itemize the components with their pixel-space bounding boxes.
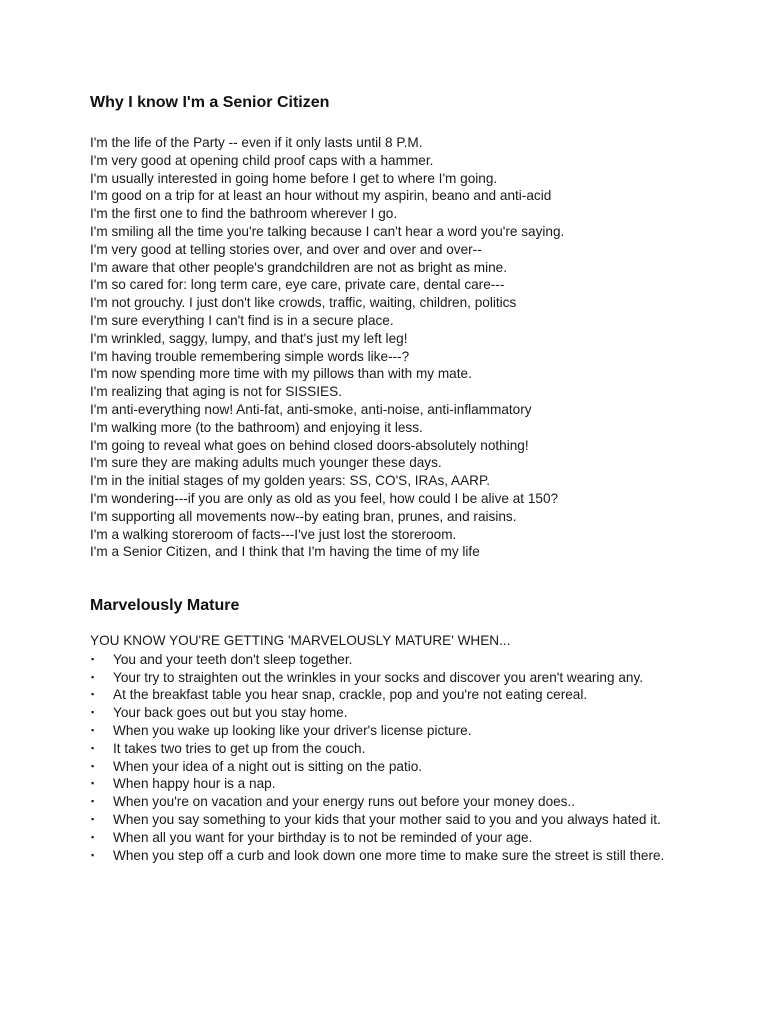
bullet-square-icon: ▪ xyxy=(91,724,95,735)
text-line: I'm so cared for: long term care, eye care, private care, dental care--- xyxy=(90,277,505,293)
bullet-text: When you wake up looking like your driver's license picture. xyxy=(113,722,472,738)
text-line: I'm wondering---if you are only as old as you feel, how could I be alive at 150? xyxy=(90,490,559,506)
bullet-square-icon: ▪ xyxy=(91,796,95,807)
bullet-item xyxy=(90,847,690,865)
text-line: I'm very good at opening child proof caps with a hammer. xyxy=(90,152,434,168)
bullet-item xyxy=(90,811,690,829)
bullet-item xyxy=(90,686,690,704)
bullet-item xyxy=(90,829,690,847)
bullet-text: When you say something to your kids that your mother said to you and you always hated it. xyxy=(113,811,661,827)
text-line: I'm usually interested in going home before I get to where I'm going. xyxy=(90,170,498,186)
section-title: Marvelously Mature xyxy=(90,597,240,614)
bullet-item xyxy=(90,669,690,687)
bullet-square-icon: ▪ xyxy=(91,707,95,718)
bullet-square-icon: ▪ xyxy=(91,760,95,771)
bullet-square-icon: ▪ xyxy=(91,849,95,860)
bullet-text: At the breakfast table you hear snap, crackle, pop and you're not eating cereal. xyxy=(113,687,588,703)
text-line: I'm now spending more time with my pillows than with my mate. xyxy=(90,366,472,382)
bullet-text: It takes two tries to get up from the couch. xyxy=(113,740,366,756)
text-line: I'm wrinkled, saggy, lumpy, and that's just my left leg! xyxy=(90,330,408,346)
bullet-text: When all you want for your birthday is to not be reminded of your age. xyxy=(113,829,533,845)
bullet-text: Your try to straighten out the wrinkles in your socks and discover you aren't wearing any. xyxy=(113,669,644,685)
bullet-square-icon: ▪ xyxy=(91,671,95,682)
bullet-square-icon: ▪ xyxy=(91,742,95,753)
text-line: I'm very good at telling stories over, and over and over and over-- xyxy=(90,241,482,257)
text-line: I'm the life of the Party -- even if it only lasts until 8 P.M. xyxy=(90,135,423,150)
senior-citizen-section xyxy=(90,93,690,561)
bullet-square-icon: ▪ xyxy=(91,689,95,700)
bullet-text: When you step off a curb and look down one more time to make sure the street is still there. xyxy=(113,847,665,863)
text-line: I'm not grouchy. I just don't like crowds, traffic, waiting, children, politics xyxy=(90,295,517,311)
text-line: I'm smiling all the time you're talking because I can't hear a word you're saying. xyxy=(90,223,565,239)
bullet-item xyxy=(90,651,690,669)
text-line: I'm having trouble remembering simple words like---? xyxy=(90,348,410,364)
bullet-square-icon: ▪ xyxy=(91,778,95,789)
text-line: I'm good on a trip for at least an hour without my aspirin, beano and anti-acid xyxy=(90,188,552,204)
bullet-item xyxy=(90,740,690,758)
bullet-square-icon: ▪ xyxy=(91,813,95,824)
mature-bullet-list xyxy=(90,651,690,865)
bullet-text: Your back goes out but you stay home. xyxy=(113,705,348,721)
section-title: Why I know I'm a Senior Citizen xyxy=(90,94,330,111)
text-line: I'm going to reveal what goes on behind closed doors-absolutely nothing! xyxy=(90,437,529,453)
text-line: I'm in the initial stages of my golden years: SS, CO'S, IRAs, AARP. xyxy=(90,473,491,489)
bullet-item xyxy=(90,793,690,811)
bullet-item xyxy=(90,758,690,776)
text-line: I'm supporting all movements now--by eating bran, prunes, and raisins. xyxy=(90,508,517,524)
bullet-square-icon: ▪ xyxy=(91,653,95,664)
bullet-text: When you're on vacation and your energy runs out before your money does.. xyxy=(113,794,576,810)
bullet-item xyxy=(90,722,690,740)
text-line: I'm aware that other people's grandchildren are not as bright as mine. xyxy=(90,259,508,275)
marvelously-mature-section xyxy=(90,596,690,864)
bullet-item xyxy=(90,775,690,793)
text-line: I'm anti-everything now! Anti-fat, anti-smoke, anti-noise, anti-inflammatory xyxy=(90,401,532,417)
text-line: I'm realizing that aging is not for SISSIES. xyxy=(90,384,342,400)
bullet-text: You and your teeth don't sleep together. xyxy=(113,651,353,667)
text-line: I'm the first one to find the bathroom wherever I go. xyxy=(90,206,398,222)
text-line: I'm walking more (to the bathroom) and enjoying it less. xyxy=(90,419,423,435)
bullet-text: When your idea of a night out is sitting on the patio. xyxy=(113,758,423,774)
text-line: I'm sure they are making adults much younger these days. xyxy=(90,455,442,471)
text-line: I'm a Senior Citizen, and I think that I'm having the time of my life xyxy=(90,544,480,560)
intro-line: YOU KNOW YOU'RE GETTING 'MARVELOUSLY MATURE' WHEN... xyxy=(90,633,511,648)
bullet-text: When happy hour is a nap. xyxy=(113,776,276,792)
bullet-square-icon: ▪ xyxy=(91,831,95,842)
bullet-item xyxy=(90,704,690,722)
text-line: I'm a walking storeroom of facts---I've just lost the storeroom. xyxy=(90,526,457,542)
senior-citizen-lines xyxy=(90,134,690,561)
text-line: I'm sure everything I can't find is in a secure place. xyxy=(90,312,394,328)
